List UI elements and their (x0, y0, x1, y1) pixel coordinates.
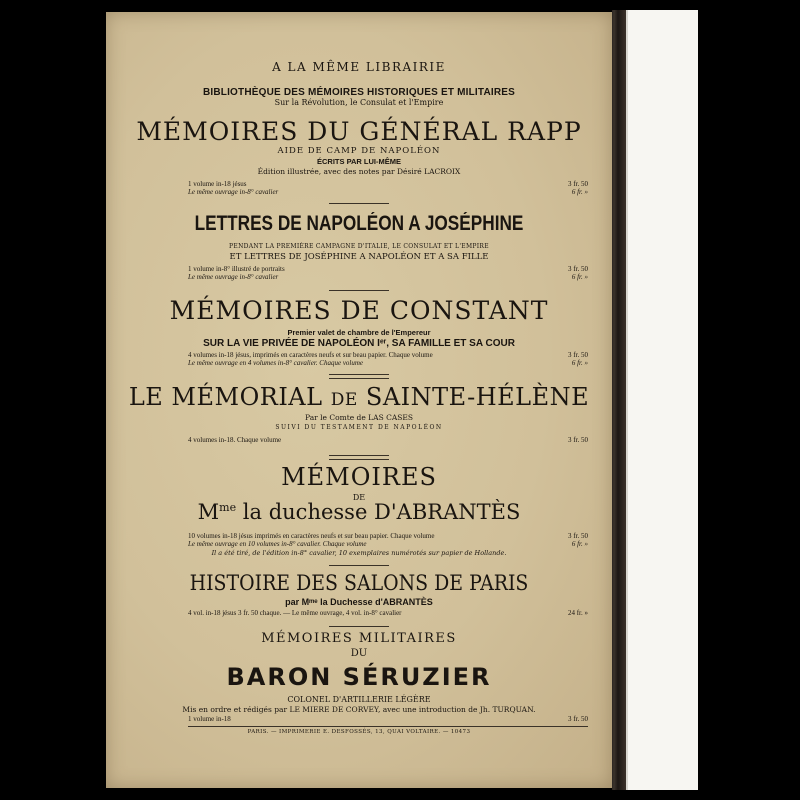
collection-heading: BIBLIOTHÈQUE DES MÉMOIRES HISTORIQUES ET MILITAIRES (202, 87, 516, 98)
seruzier-price-row-1: 1 volume in-18 3 fr. 50 (188, 715, 588, 723)
lettres-subtitle-1: PENDANT LA PREMIÈRE CAMPAGNE D'ITALIE, LE CONSULAT ET L'EMPIRE (229, 243, 489, 250)
rapp-title: MÉMOIRES DU GÉNÉRAL RAPP (136, 117, 582, 146)
lettres-subtitle-2: ET LETTRES DE JOSÉPHINE A NAPOLÉON ET A SA FILLE (229, 252, 489, 262)
salons-subtitle-1: par Mᵐᵉ la Duchesse d'ABRANTÈS (285, 597, 433, 607)
divider (329, 203, 389, 204)
constant-title: MÉMOIRES DE CONSTANT (169, 296, 549, 325)
endpaper (626, 10, 698, 790)
lettres-title: LETTRES DE NAPOLÉON A JOSÉPHINE (194, 212, 524, 235)
abrantes-note: Il a été tiré, de l'édition in-8° cavalier, 10 exemplaires numérotés sur papier de Hollande. (211, 549, 507, 557)
rapp-subtitle-3: Édition illustrée, avec des notes par Désiré LACROIX (257, 167, 461, 176)
seruzier-pretitle-1: MÉMOIRES MILITAIRES (261, 631, 457, 646)
seruzier-subtitle-1: COLONEL D'ARTILLERIE LÉGÈRE (287, 695, 431, 704)
rapp-price-row-2: Le même ouvrage in-8° cavalier 6 fr. » (188, 188, 588, 196)
seruzier-title: BARON SÉRUZIER (226, 663, 492, 691)
constant-subtitle-2: SUR LA VIE PRIVÉE DE NAPOLÉON Iᵉʳ, SA FAMILLE ET SA COUR (203, 338, 515, 349)
memorial-subtitle-2: SUIVI DU TESTAMENT DE NAPOLÉON (275, 424, 443, 431)
salons-price-row-1: 4 vol. in-18 jésus 3 fr. 50 chaque. — Le même ouvrage, 4 vol. in-8° cavalier 24 fr. » (188, 609, 588, 617)
seruzier-pretitle-2: DU (350, 648, 368, 659)
memorial-price-row-1: 4 volumes in-18. Chaque volume 3 fr. 50 (188, 436, 588, 444)
constant-price-row-2: Le même ouvrage en 4 volumes in-8° cavalier. Chaque volume 6 fr. » (188, 359, 588, 367)
abrantes-price-row-2: Le même ouvrage en 10 volumes in-8° cavalier. Chaque volume 6 fr. » (188, 540, 588, 548)
divider (329, 626, 389, 627)
abrantes-title-1: MÉMOIRES (281, 463, 437, 491)
divider (329, 565, 389, 566)
memorial-subtitle-1: Par le Comte de LAS CASES (304, 413, 414, 422)
lettres-price-row-2: Le même ouvrage in-8° cavalier 6 fr. » (188, 273, 588, 281)
abrantes-title-2: DE (352, 493, 366, 502)
abrantes-price-row-1: 10 volumes in-18 jésus imprimés en caractères neufs et sur beau papier. Chaque volume 3 fr. 50 (188, 532, 588, 540)
constant-subtitle-1: Premier valet de chambre de l'Empereur (287, 328, 431, 337)
book-cover-page (106, 12, 612, 788)
salons-title: HISTOIRE DES SALONS DE PARIS (189, 571, 529, 595)
lettres-price-row-1: 1 volume in-8° illustré de portraits 3 fr. 50 (188, 265, 588, 273)
memorial-title: LE MÉMORIAL DE SAINTE-HÉLÈNE (128, 383, 590, 411)
rapp-subtitle-2: ÉCRITS PAR LUI-MÊME (316, 157, 402, 166)
divider (329, 374, 389, 379)
rapp-price-row-1: 1 volume in-18 jésus 3 fr. 50 (188, 180, 588, 188)
imprint: PARIS. — IMPRIMERIE E. DESFOSSÉS, 13, QUAI VOLTAIRE. — 10473 (247, 729, 471, 735)
abrantes-title-3: $M^{me}$ la duchesse D'ABRANTÈS (197, 500, 521, 524)
divider (329, 290, 389, 291)
divider (329, 455, 389, 460)
librairie-heading: A LA MÊME LIBRAIRIE (272, 60, 446, 74)
imprint-rule (188, 726, 588, 727)
collection-subheading: Sur la Révolution, le Consulat et l'Empire (274, 98, 444, 107)
rapp-subtitle-1: AIDE DE CAMP DE NAPOLÉON (277, 146, 441, 156)
constant-price-row-1: 4 volumes in-18 jésus, imprimés en caractères neufs et sur beau papier. Chaque volume 3 fr. 50 (188, 351, 588, 359)
seruzier-subtitle-2: Mis en ordre et rédigés par LE MIERE DE CORVEY, avec une introduction de Jh. TURQUAN. (182, 705, 536, 714)
